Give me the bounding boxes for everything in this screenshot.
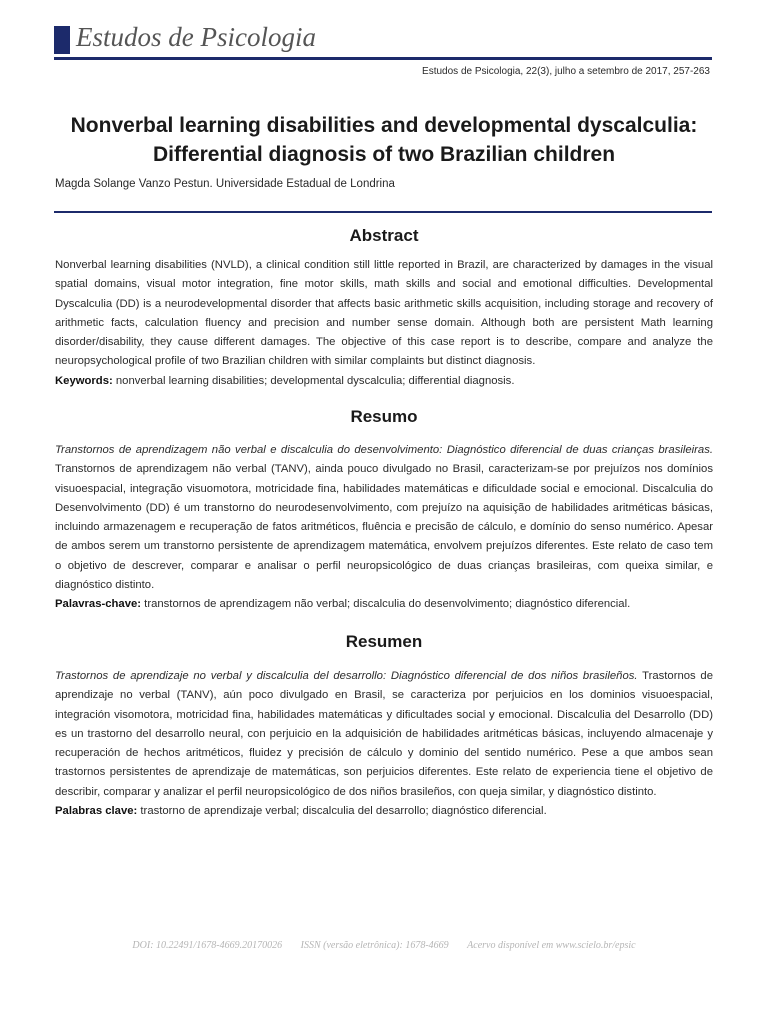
resumen-text: Trastornos de aprendizaje no verbal (TANV), aún poco divulgado en Brasil, se caracteriza por perjuicios en los dominios visuoespacial, integración visomotora, motricidad fina, habilidades matemáticas y dificultades social y emocional. Discalculia del Desarrollo (DD) es un trastorno del desarrollo neural, con perjuicio en la adquisición de habilidades aritméticas básicas, incluyendo almacenaje y recuperación de hechos aritméticos, fluidez y precisión de cálculo y dominio del sentido numérico. Pese a que ambos sean trastornos persistentes de aprendizaje de matemáticas, son perjuicios diferentes. Este relato de experiencia tiene el objetivo de describir, comparar y analizar el perfil neuropsicológico de dos niños brasileños, con queja similar, y diagnóstico distinto.: [55, 670, 713, 798]
journal-logo-bar: [54, 26, 70, 54]
footer-archive: Acervo disponível em www.scielo.br/epsic: [467, 940, 636, 951]
abstract-heading: Abstract: [349, 226, 419, 245]
abstract-body: Nonverbal learning disabilities (NVLD), a clinical condition still little reported in Brazil, are characterized by damages in the visual spatial domains, visual motor integration, fine motor skills, math skills and social and emotional difficulties. Developmental Dyscalculia (DD) is a neurodevelopmental disorder that affects basic arithmetic skills acquisition, including storage and recovery of arithmetic facts, calculation fluency and precision and number sense domain. Although both are persistent Math learning disorder/disability, they cause different damages. The objective of this case report is to describe, compare and analyze the neuropsychological profile of two Brazilian children with similar complaints but distinct diagnosis.: [55, 259, 713, 368]
palabras-clave-text: trastorno de aprendizaje verbal; discalculia del desarrollo; diagnóstico diferencial.: [137, 805, 547, 818]
resumen-keywords: [55, 802, 713, 821]
resumo-body: [55, 441, 713, 595]
author-affiliation: Magda Solange Vanzo Pestun. Universidade Estadual de Londrina: [55, 178, 395, 190]
journal-name: Estudos de Psicologia: [76, 22, 316, 52]
article-title-line-2: Differential diagnosis of two Brazilian children: [152, 143, 616, 166]
palabras-clave-label: Palabras clave:: [55, 805, 138, 818]
resumen-section: [55, 667, 713, 821]
resumo-text: Transtornos de aprendizagem não verbal (TANV), ainda pouco divulgado no Brasil, caracterizam-se por prejuízos nos domínios visuoespacial, integração visuomotora, motricidade fina, habilidades matemáticas e dificuldade social e emocional. Discalculia do Desenvolvimento (DD) é um transtorno do neurodesenvolvimento, com prejuízo na aquisição de habilidades aritméticas básicas, incluindo armazenagem e recuperação de fatos aritméticos, fluência e precisão de cálculo, e domínio do senso numérico. Apesar de ambos serem um transtorno persistente de aprendizagem matemática, envolvem prejuízos diferentes. Este relato de caso tem o objetivo de descrever, comparar e analisar o perfil neuropsicológico de duas crianças brasileiras, com queixa similar, e diagnóstico distinto.: [55, 463, 713, 592]
page-footer: [0, 940, 768, 951]
resumo-keywords: [55, 595, 713, 614]
resumo-section: [55, 441, 713, 615]
journal-header: [54, 24, 712, 60]
resumen-body: [55, 667, 713, 802]
resumen-subtitle: Trastornos de aprendizaje no verbal y discalculia del desarrollo: Diagnóstico diferencial de dos niños brasileños.: [55, 670, 638, 682]
resumen-heading: Resumen: [345, 632, 423, 651]
abstract-section: [55, 256, 713, 391]
header-rule: [54, 57, 712, 60]
article-title: [54, 111, 714, 169]
palavras-chave-label: Palavras-chave:: [55, 598, 142, 611]
resumo-subtitle: Transtornos de aprendizagem não verbal e discalculia do desenvolvimento: Diagnóstico diferencial de duas crianças brasileiras.: [55, 444, 713, 456]
footer-issn: ISSN (versão eletrônica): 1678-4669: [300, 940, 449, 951]
palavras-chave-text: transtornos de aprendizagem não verbal; discalculia do desenvolvimento; diagnóstico diferencial.: [141, 598, 631, 611]
resumo-heading: Resumo: [350, 407, 418, 426]
journal-citation: Estudos de Psicologia, 22(3), julho a setembro de 2017, 257-263: [422, 66, 710, 77]
title-divider: [54, 211, 712, 213]
footer-doi: DOI: 10.22491/1678-4669.20170026: [132, 940, 283, 951]
keywords-label: Keywords:: [55, 374, 113, 387]
keywords-text: nonverbal learning disabilities; developmental dyscalculia; differential diagnosis.: [112, 374, 515, 387]
article-title-line-1: Nonverbal learning disabilities and developmental dyscalculia:: [70, 114, 698, 137]
abstract-keywords: [55, 372, 713, 391]
